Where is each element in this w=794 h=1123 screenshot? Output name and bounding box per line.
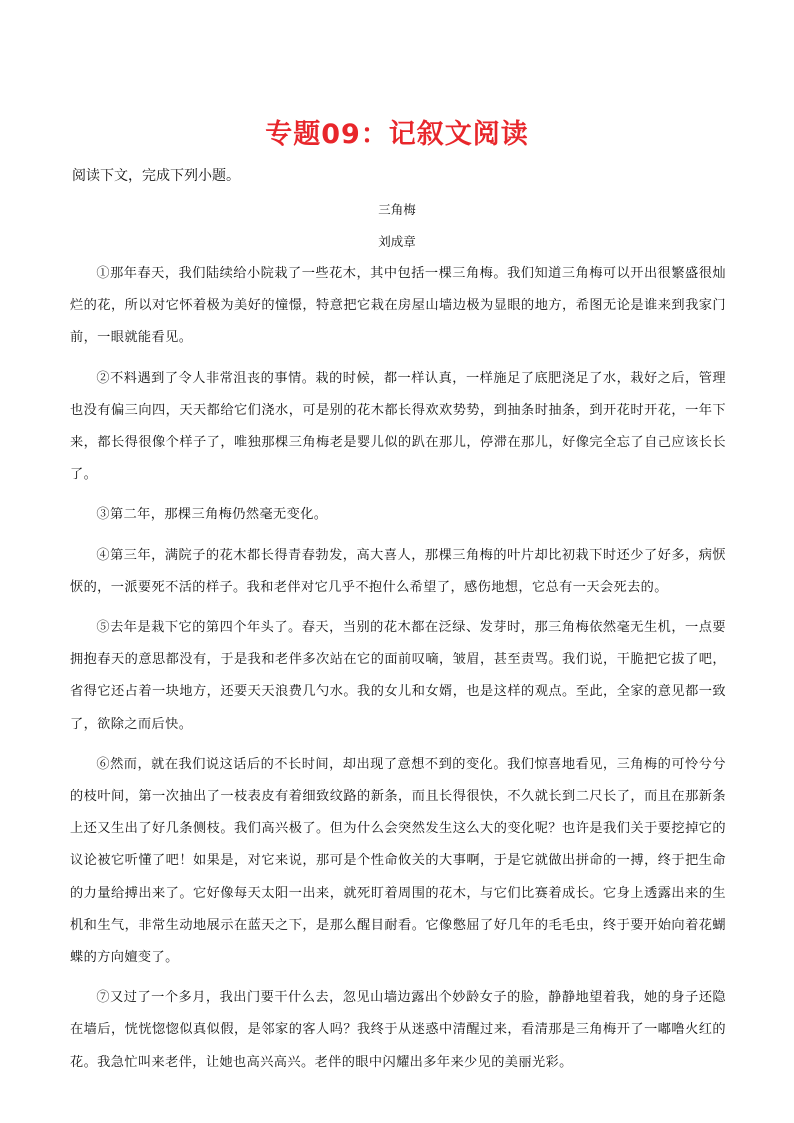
paragraph-1: ①那年春天，我们陆续给小院栽了一些花木，其中包括一棵三角梅。我们知道三角梅可以开出很繁盛很灿烂的花，所以对它怀着极为美好的憧憬，特意把它栽在房屋山墙边极为显眼的地方，希图无论是谁来到我家门前，一眼就能看见。 [70, 266, 726, 346]
paragraph-4: ④第三年，满院子的花木都长得青春勃发，高大喜人，那棵三角梅的叶片却比初栽下时还少了好多，病恹恹的，一派要死不活的样子。我和老伴对它几乎不抱什么希望了，感伤地想，它总有一天会死去的。 [70, 547, 726, 595]
paragraph-2: ②不料遇到了令人非常沮丧的事情。栽的时候，都一样认真，一样施足了底肥浇足了水，栽好之后，管理也没有偏三向四，天天都给它们浇水，可是别的花木都长得欢欢势势，到抽条时抽条，到开花时开花，一年下来，都长得很像个样子了，唯独那棵三角梅老是婴儿似的趴在那儿，停滞在那儿，好像完全忘了自己应该长长了。 [70, 370, 726, 483]
paragraph-5: ⑤去年是栽下它的第四个年头了。春天，当别的花木都在泛绿、发芽时，那三角梅依然毫无生机，一点要拥抱春天的意思都没有，于是我和老伴多次站在它的面前叹嘀，皱眉，甚至责骂。我们说，干脆把它拔了吧，省得它还占着一块地方，还要天天浪费几勺水。我的女儿和女婿，也是这样的观点。至此，全家的意见都一致了，欲除之而后快。 [70, 620, 726, 732]
article-body [70, 258, 726, 1087]
article-title: 三角梅 [378, 202, 416, 217]
paragraph-6: ⑥然而，就在我们说这话后的不长时间，却出现了意想不到的变化。我们惊喜地看见，三角梅的可怜兮兮的枝叶间，第一次抽出了一枝表皮有着细致纹路的新条，而且长得很快，不久就长到二尺长了，而且在那新条上还又生出了好几条侧枝。我们高兴极了。但为什么会突然发生这么大的变化呢？也许是我们关于要挖掉它的议论被它听懂了吧！如果是，对它来说，那可是个性命攸关的大事啊，于是它就做出拼命的一搏，终于把生命的力量给搏出来了。它好像每天太阳一出来，就死盯着周围的花木，与它们比赛着成长。它身上透露出来的生机和生气，非常生动地展示在蓝天之下，是那么醒目耐看。它像憋屈了好几年的毛毛虫，终于要开始向着花蝴蝶的方向嬗变了。 [70, 756, 726, 966]
article-author: 刘成章 [378, 234, 416, 249]
paragraph-3: ③第二年，那棵三角梅仍然毫无变化。 [96, 507, 328, 523]
page-title: 专题09：记叙文阅读 [265, 119, 529, 150]
paragraph-7: ⑦又过了一个多月，我出门要干什么去，忽见山墙边露出个妙龄女子的脸，静静地望着我，她的身子还隐在墙后，恍恍惚惚似真似假，是邻家的客人吗？我终于从迷惑中清醒过来，看清那是三角梅开了一嘟噜火红的花。我急忙叫来老伴，让她也高兴高兴。老伴的眼中闪耀出多年来少见的美丽光彩。 [70, 990, 726, 1070]
instruction-text: 阅读下文，完成下列小题。 [72, 168, 240, 184]
